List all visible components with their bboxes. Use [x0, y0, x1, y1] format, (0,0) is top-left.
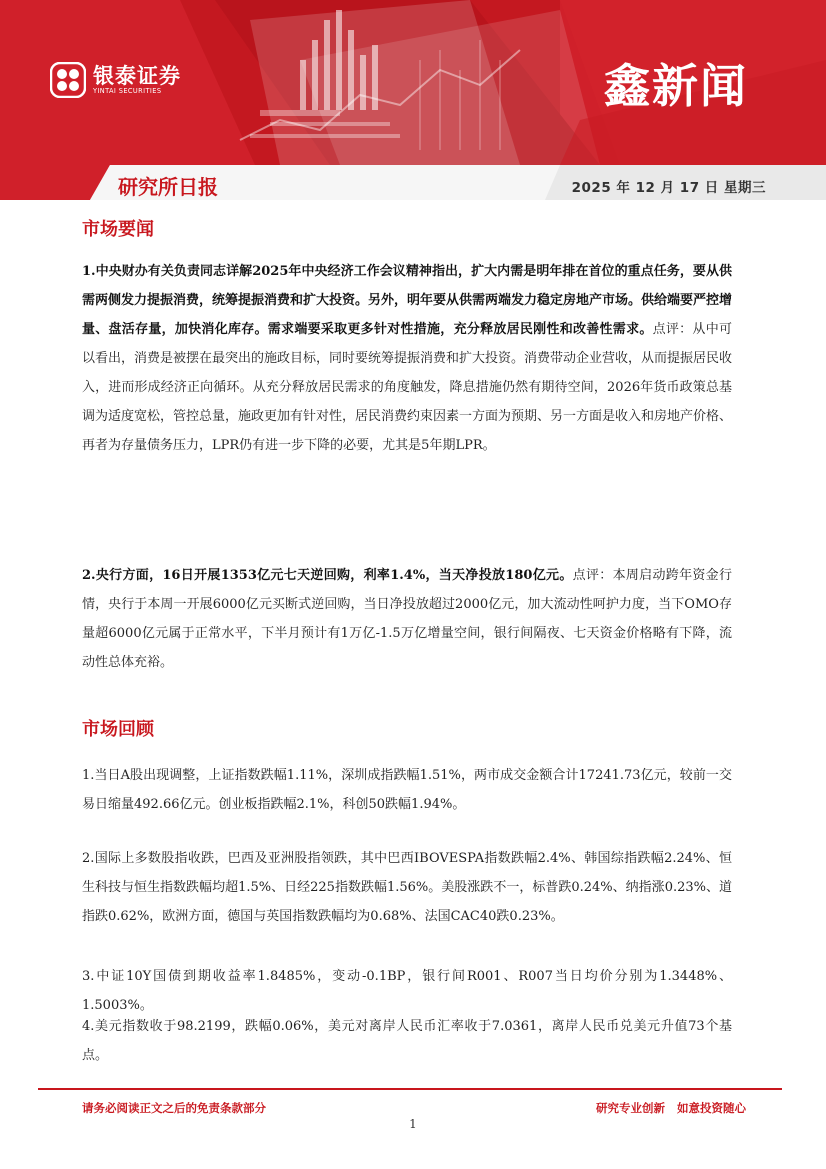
page-number: 1 [409, 1117, 417, 1131]
review-item-4: 4.美元指数收于98.2199，跌幅0.06%，美元对离岸人民币汇率收于7.0361，离岸人民币兑美元升值73个基点。 [82, 1019, 732, 1063]
news-item-comment: 点评：本周启动跨年资金行情，央行于本周一开展6000亿元买断式逆回购，当日净投放超过2000亿元，加大流动性呵护力度，当下OMO存量超6000亿元属于正常水平，下半月预计有1万亿-1.5万亿增量空间，银行间隔夜、七天资金价格略有下降，流动性总体充裕。 [82, 568, 732, 670]
footer-divider [38, 1088, 782, 1090]
footer-disclaimer: 请务必阅读正文之后的免责条款部分 [82, 1101, 266, 1115]
section-heading-market-review: 市场回顾 [82, 719, 154, 740]
report-date: 2025 年 12 月 17 日 星期三 [571, 180, 766, 196]
news-item-headline: 2.央行方面，16日开展1353亿元七天逆回购，利率1.4%，当天净投放180亿元。 [82, 568, 573, 583]
report-type-label: 研究所日报 [118, 175, 218, 199]
yintai-logo-icon [50, 62, 86, 98]
news-item-1 [82, 257, 732, 460]
company-logo [50, 62, 181, 98]
review-item-2: 2.国际上多数股指收跌，巴西及亚洲股指领跌，其中巴西IBOVESPA指数跌幅2.4%、韩国综指跌幅2.24%、恒生科技与恒生指数跌幅均超1.5%、日经225指数跌幅1.56%。美股涨跌不一，标普跌0.24%、纳指涨0.23%、道指跌0.62%，欧洲方面，德国与英国指数跌幅均为0.68%、法国CAC40跌0.23%。 [82, 851, 732, 924]
review-item-3: 3.中证10Y国债到期收益率1.8485%，变动-0.1BP，银行间R001、R007当日均价分别为1.3448%、1.5003%。 [82, 969, 732, 1013]
section-heading-market-news: 市场要闻 [82, 219, 154, 240]
logo-english-name: YINTAI SECURITIES [93, 86, 162, 95]
news-item-comment: 点评：从中可以看出，消费是被摆在最突出的施政目标，同时要统筹提振消费和扩大投资。消费带动企业营收，从而提振居民收入，进而形成经济正向循环。从充分释放居民需求的角度触发，降息措施仍然有期待空间，2026年货币政策总基调为适度宽松，管控总量，施政更加有针对性，居民消费约束因素一方面为预期、另一方面是收入和房地产价格、再者为存量债务压力，LPR仍有进一步下降的必要，尤其是5年期LPR。 [82, 322, 733, 453]
review-item-1: 1.当日A股出现调整，上证指数跌幅1.11%，深圳成指跌幅1.51%，两市成交金额合计17241.73亿元，较前一交易日缩量492.66亿元。创业板指跌幅2.1%，科创50跌幅1.94%。 [82, 768, 732, 812]
logo-chinese-name: 银泰证券 [93, 63, 181, 88]
footer-slogan: 研究专业创新 如意投资随心 [595, 1101, 746, 1115]
news-item-2 [82, 561, 732, 677]
news-item-headline: 1.中央财办有关负责同志详解2025年中央经济工作会议精神指出，扩大内需是明年排在首位的重点任务，要从供需两侧发力提振消费，统筹提振消费和扩大投资。另外，明年要从供需两端发力稳定房地产市场。供给端要严控增量、盘活存量，加快消化库存。需求端要采取更多针对性措施，充分释放居民刚性和改善性需求。 [82, 264, 733, 337]
header-banner [0, 0, 826, 200]
brand-title: 鑫新闻 [604, 59, 748, 113]
